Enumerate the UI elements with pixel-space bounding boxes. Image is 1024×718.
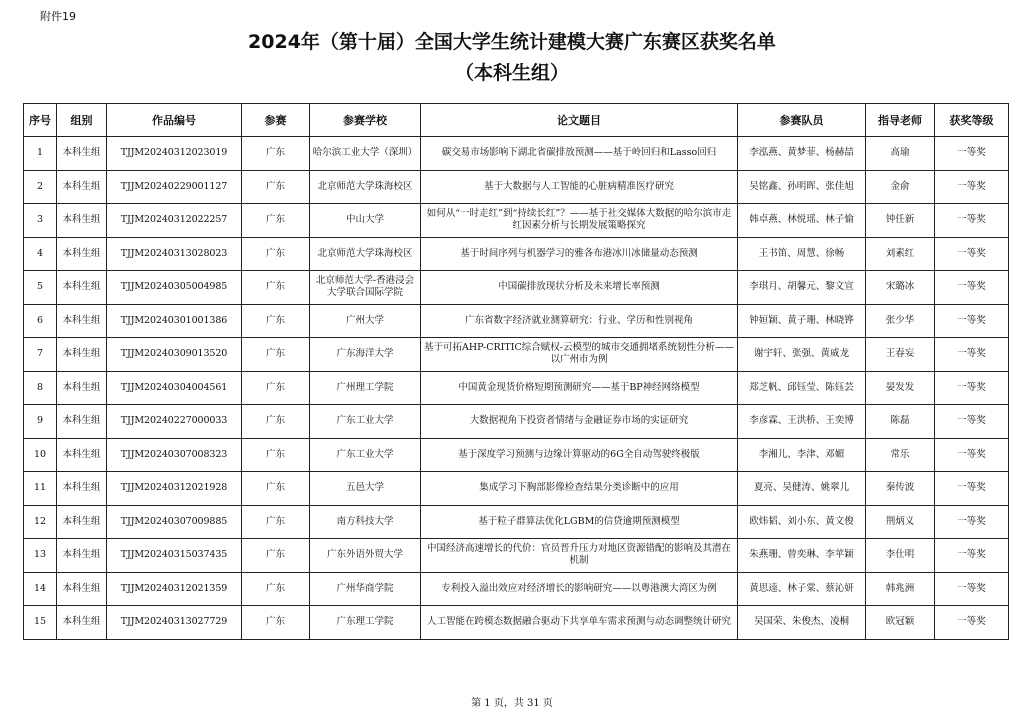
cell-region: 广东 <box>242 271 310 305</box>
cell-region: 广东 <box>242 170 310 204</box>
cell-title: 中国经济高速增长的代价：官员晋升压力对地区资源错配的影响及其潜在机制 <box>421 539 738 573</box>
cell-code: TJJM20240227000033 <box>107 405 242 439</box>
table-row <box>24 606 1009 640</box>
cell-group: 本科生组 <box>57 304 107 338</box>
cell-code: TJJM20240312021359 <box>107 572 242 606</box>
cell-school: 北京师范大学珠海校区 <box>310 170 421 204</box>
cell-group: 本科生组 <box>57 170 107 204</box>
cell-school: 广州理工学院 <box>310 371 421 405</box>
table-row <box>24 472 1009 506</box>
column-header-region: 参赛 <box>242 104 310 137</box>
cell-region: 广东 <box>242 472 310 506</box>
cell-advisor: 刘素红 <box>866 237 935 271</box>
cell-title: 集成学习下胸部影像检查结果分类诊断中的应用 <box>421 472 738 506</box>
cell-code: TJJM20240312023019 <box>107 137 242 171</box>
cell-region: 广东 <box>242 572 310 606</box>
cell-title: 如何从“一时走红”到“持续长红”？——基于社交媒体大数据的哈尔滨市走红因素分析与长期发展策略探究 <box>421 204 738 238</box>
column-header-no: 序号 <box>24 104 57 137</box>
cell-title: 广东省数字经济就业测算研究：行业、学历和性别视角 <box>421 304 738 338</box>
cell-region: 广东 <box>242 204 310 238</box>
cell-advisor: 李仕明 <box>866 539 935 573</box>
cell-no: 7 <box>24 338 57 372</box>
column-header-code: 作品编号 <box>107 104 242 137</box>
table-row <box>24 237 1009 271</box>
cell-team: 李琪月、胡馨元、黎文宣 <box>738 271 866 305</box>
cell-award: 一等奖 <box>935 204 1009 238</box>
cell-no: 15 <box>24 606 57 640</box>
column-header-team: 参赛队员 <box>738 104 866 137</box>
cell-group: 本科生组 <box>57 204 107 238</box>
table-row <box>24 572 1009 606</box>
cell-school: 广州华商学院 <box>310 572 421 606</box>
cell-award: 一等奖 <box>935 505 1009 539</box>
cell-no: 2 <box>24 170 57 204</box>
cell-award: 一等奖 <box>935 606 1009 640</box>
cell-advisor: 欧冠颖 <box>866 606 935 640</box>
cell-no: 14 <box>24 572 57 606</box>
cell-group: 本科生组 <box>57 371 107 405</box>
cell-title: 专利投入溢出效应对经济增长的影响研究——以粤港澳大湾区为例 <box>421 572 738 606</box>
cell-school: 南方科技大学 <box>310 505 421 539</box>
cell-group: 本科生组 <box>57 472 107 506</box>
cell-school: 北京师范大学-香港浸会大学联合国际学院 <box>310 271 421 305</box>
cell-code: TJJM20240309013520 <box>107 338 242 372</box>
cell-award: 一等奖 <box>935 237 1009 271</box>
cell-no: 12 <box>24 505 57 539</box>
table-row <box>24 304 1009 338</box>
cell-group: 本科生组 <box>57 572 107 606</box>
table-row <box>24 438 1009 472</box>
document-title: 2024年（第十届）全国大学生统计建模大赛广东赛区获奖名单 <box>248 31 776 53</box>
cell-no: 4 <box>24 237 57 271</box>
cell-award: 一等奖 <box>935 371 1009 405</box>
table-row <box>24 137 1009 171</box>
cell-group: 本科生组 <box>57 505 107 539</box>
awards-table <box>23 103 1009 640</box>
cell-code: TJJM20240312021928 <box>107 472 242 506</box>
cell-team: 李彦霖、王洪桥、王奕博 <box>738 405 866 439</box>
cell-group: 本科生组 <box>57 237 107 271</box>
cell-no: 10 <box>24 438 57 472</box>
page-footer: 第 1 页，共 31 页 <box>471 698 553 709</box>
cell-title: 中国碳排放现状分析及未来增长率预测 <box>421 271 738 305</box>
table-row <box>24 271 1009 305</box>
cell-school: 广东外语外贸大学 <box>310 539 421 573</box>
cell-team: 李泓燕、黄梦菲、杨赫喆 <box>738 137 866 171</box>
cell-region: 广东 <box>242 539 310 573</box>
cell-award: 一等奖 <box>935 137 1009 171</box>
document-subtitle: （本科生组） <box>454 62 569 84</box>
cell-school: 北京师范大学珠海校区 <box>310 237 421 271</box>
table-row <box>24 170 1009 204</box>
cell-award: 一等奖 <box>935 338 1009 372</box>
cell-no: 9 <box>24 405 57 439</box>
cell-title: 基于深度学习预测与边缘计算驱动的6G全自动驾驶终极版 <box>421 438 738 472</box>
cell-title: 大数据视角下投资者情绪与金融证券市场的实证研究 <box>421 405 738 439</box>
cell-region: 广东 <box>242 137 310 171</box>
cell-code: TJJM20240315037435 <box>107 539 242 573</box>
cell-team: 吴国荣、朱俊杰、凌桐 <box>738 606 866 640</box>
cell-school: 广州大学 <box>310 304 421 338</box>
cell-award: 一等奖 <box>935 438 1009 472</box>
cell-advisor: 钟任新 <box>866 204 935 238</box>
cell-title: 基于可拓AHP-CRITIC综合赋权-云模型的城市交通拥堵系统韧性分析——以广州市为例 <box>421 338 738 372</box>
cell-advisor: 王春妄 <box>866 338 935 372</box>
cell-code: TJJM20240313027729 <box>107 606 242 640</box>
cell-code: TJJM20240307008323 <box>107 438 242 472</box>
cell-title: 基于大数据与人工智能的心脏病精准医疗研究 <box>421 170 738 204</box>
column-header-group: 组别 <box>57 104 107 137</box>
cell-title: 碳交易市场影响下湖北省碳排放预测——基于岭回归和Lasso回归 <box>421 137 738 171</box>
table-row <box>24 505 1009 539</box>
cell-code: TJJM20240312022257 <box>107 204 242 238</box>
cell-no: 13 <box>24 539 57 573</box>
table-row <box>24 204 1009 238</box>
cell-group: 本科生组 <box>57 405 107 439</box>
cell-award: 一等奖 <box>935 572 1009 606</box>
cell-no: 8 <box>24 371 57 405</box>
cell-group: 本科生组 <box>57 539 107 573</box>
cell-team: 郑芝帆、邱钰莹、陈钰芸 <box>738 371 866 405</box>
cell-advisor: 宋璐冰 <box>866 271 935 305</box>
cell-code: TJJM20240313028023 <box>107 237 242 271</box>
cell-advisor: 高瑜 <box>866 137 935 171</box>
table-row <box>24 371 1009 405</box>
cell-team: 钟姮颖、黄子珊、林晓铧 <box>738 304 866 338</box>
cell-team: 李湘儿、李津、邓媚 <box>738 438 866 472</box>
cell-code: TJJM20240307009885 <box>107 505 242 539</box>
cell-title: 人工智能在跨模态数据融合驱动下共享单车需求预测与动态调整统计研究 <box>421 606 738 640</box>
cell-team: 夏亮、吴健涛、姚翠儿 <box>738 472 866 506</box>
cell-title: 基于时间序列与机器学习的雅各布港冰川冰储量动态预测 <box>421 237 738 271</box>
attachment-label: 附件19 <box>40 10 76 23</box>
cell-school: 五邑大学 <box>310 472 421 506</box>
cell-group: 本科生组 <box>57 438 107 472</box>
cell-region: 广东 <box>242 304 310 338</box>
table-row <box>24 405 1009 439</box>
cell-team: 朱燕珊、曾奕琳、李苹颖 <box>738 539 866 573</box>
cell-school: 中山大学 <box>310 204 421 238</box>
cell-advisor: 金俞 <box>866 170 935 204</box>
cell-award: 一等奖 <box>935 271 1009 305</box>
cell-school: 广东理工学院 <box>310 606 421 640</box>
cell-region: 广东 <box>242 438 310 472</box>
table-row <box>24 338 1009 372</box>
cell-title: 中国黄金现货价格短期预测研究——基于BP神经网络模型 <box>421 371 738 405</box>
cell-no: 6 <box>24 304 57 338</box>
cell-group: 本科生组 <box>57 137 107 171</box>
cell-region: 广东 <box>242 405 310 439</box>
table-header-row <box>24 104 1009 137</box>
cell-advisor: 荆炳义 <box>866 505 935 539</box>
cell-code: TJJM20240301001386 <box>107 304 242 338</box>
cell-advisor: 晏发发 <box>866 371 935 405</box>
cell-no: 3 <box>24 204 57 238</box>
cell-team: 谢宇轩、张强、黄威龙 <box>738 338 866 372</box>
cell-award: 一等奖 <box>935 405 1009 439</box>
cell-school: 广东工业大学 <box>310 438 421 472</box>
cell-school: 广东海洋大学 <box>310 338 421 372</box>
cell-team: 黄思逵、林子棠、蔡沁妍 <box>738 572 866 606</box>
cell-team: 吴铭鑫、孙明晖、张佳旭 <box>738 170 866 204</box>
cell-group: 本科生组 <box>57 606 107 640</box>
cell-advisor: 陈磊 <box>866 405 935 439</box>
cell-team: 王书笛、周慧、徐畅 <box>738 237 866 271</box>
cell-advisor: 韩兆洲 <box>866 572 935 606</box>
cell-region: 广东 <box>242 606 310 640</box>
cell-code: TJJM20240229001127 <box>107 170 242 204</box>
cell-region: 广东 <box>242 505 310 539</box>
cell-region: 广东 <box>242 237 310 271</box>
cell-title: 基于粒子群算法优化LGBM的信贷逾期预测模型 <box>421 505 738 539</box>
cell-award: 一等奖 <box>935 539 1009 573</box>
cell-advisor: 张少华 <box>866 304 935 338</box>
cell-team: 韩卓燕、林悦瑶、林子愉 <box>738 204 866 238</box>
column-header-advisor: 指导老师 <box>866 104 935 137</box>
cell-code: TJJM20240304004561 <box>107 371 242 405</box>
table-row <box>24 539 1009 573</box>
cell-advisor: 秦传波 <box>866 472 935 506</box>
cell-no: 11 <box>24 472 57 506</box>
cell-no: 1 <box>24 137 57 171</box>
cell-region: 广东 <box>242 371 310 405</box>
cell-group: 本科生组 <box>57 338 107 372</box>
column-header-school: 参赛学校 <box>310 104 421 137</box>
cell-code: TJJM20240305004985 <box>107 271 242 305</box>
cell-school: 广东工业大学 <box>310 405 421 439</box>
cell-award: 一等奖 <box>935 170 1009 204</box>
cell-team: 欧炜韬、刘小东、黄文俊 <box>738 505 866 539</box>
column-header-award: 获奖等级 <box>935 104 1009 137</box>
cell-school: 哈尔滨工业大学（深圳） <box>310 137 421 171</box>
cell-no: 5 <box>24 271 57 305</box>
cell-award: 一等奖 <box>935 304 1009 338</box>
cell-award: 一等奖 <box>935 472 1009 506</box>
cell-group: 本科生组 <box>57 271 107 305</box>
column-header-title: 论文题目 <box>421 104 738 137</box>
cell-advisor: 常乐 <box>866 438 935 472</box>
cell-region: 广东 <box>242 338 310 372</box>
